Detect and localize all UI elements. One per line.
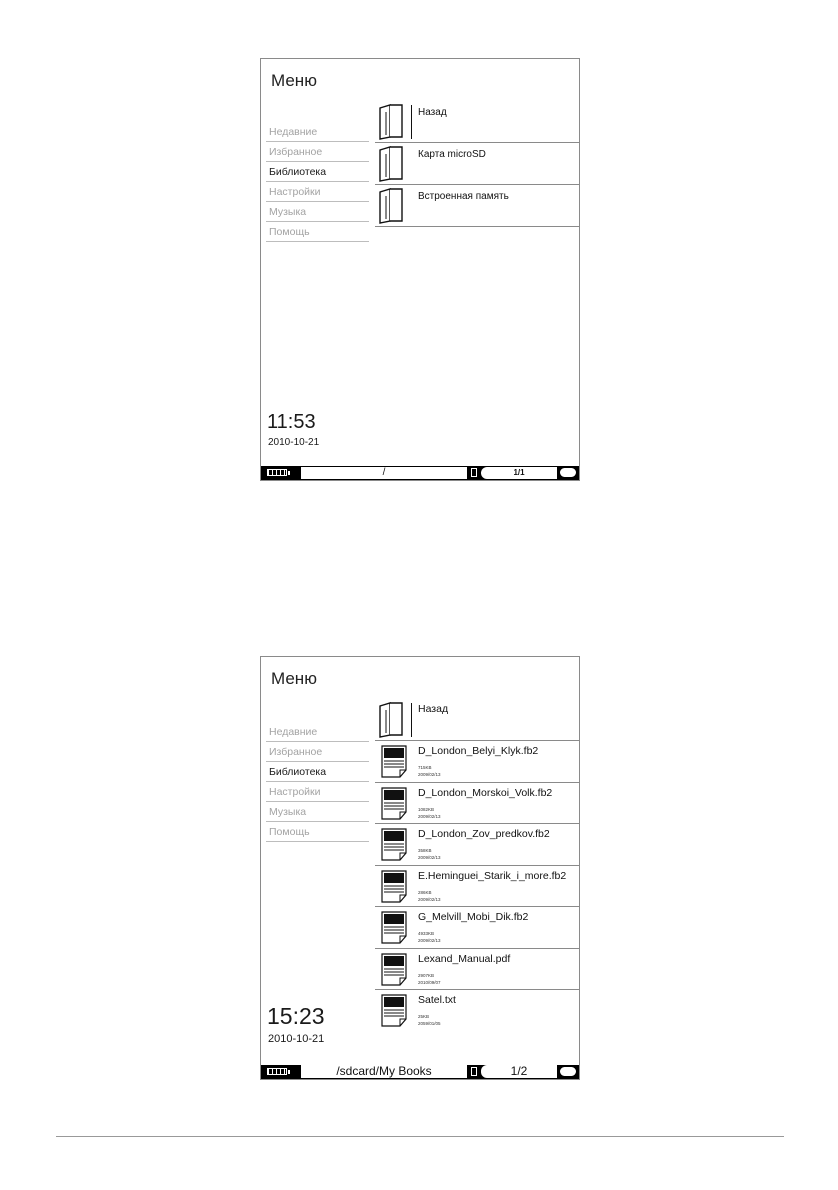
file-size: 4933KB xyxy=(418,931,435,936)
file-size: 358KB xyxy=(418,848,432,853)
file-row[interactable] xyxy=(375,990,579,1032)
menu-item-music[interactable]: Музыка xyxy=(266,802,369,822)
folder-name: Встроенная память xyxy=(418,191,509,202)
back-divider xyxy=(411,105,412,139)
folder-icon xyxy=(378,702,404,738)
file-name: E.Heminguei_Starik_i_more.fb2 xyxy=(418,869,567,882)
reader-screen-root-library xyxy=(260,58,580,481)
status-bar xyxy=(261,466,579,480)
folder-row[interactable] xyxy=(375,143,579,185)
book-file-icon xyxy=(381,994,407,1027)
page-toggle-button[interactable] xyxy=(559,467,577,478)
book-file-icon xyxy=(381,953,407,986)
clock-date: 2010-10-21 xyxy=(268,437,320,448)
file-size: 715KB xyxy=(418,765,432,770)
folder-icon xyxy=(378,188,404,224)
file-date: 2059/01/05 xyxy=(418,1021,441,1026)
menu-item-help[interactable]: Помощь xyxy=(266,222,369,242)
clock-date: 2010-10-21 xyxy=(268,1033,325,1045)
file-name: D_London_Belyi_Klyk.fb2 xyxy=(418,745,539,757)
book-file-icon xyxy=(381,911,407,944)
folder-name: Карта microSD xyxy=(418,149,486,160)
file-list xyxy=(375,699,579,1032)
file-name: G_Melvill_Mobi_Dik.fb2 xyxy=(418,911,529,923)
back-row[interactable] xyxy=(375,699,579,741)
file-date: 2010/09/07 xyxy=(418,979,441,985)
menu-title: Меню xyxy=(271,71,317,90)
book-file-icon xyxy=(381,870,407,903)
menu-item-favorites[interactable]: Избранное xyxy=(266,742,369,762)
menu-item-library[interactable]: Библиотека xyxy=(266,762,369,782)
file-date: 2009/02/13 xyxy=(418,896,441,902)
file-name: Lexand_Manual.pdf xyxy=(418,952,511,965)
current-path: / xyxy=(301,467,467,479)
file-row[interactable] xyxy=(375,866,579,908)
menu-item-recent[interactable]: Недавние xyxy=(266,122,369,142)
file-row[interactable] xyxy=(375,907,579,949)
page-footer-rule xyxy=(56,1136,784,1137)
clock-time: 15:23 xyxy=(267,1003,325,1029)
battery-icon xyxy=(265,1067,293,1077)
file-date: 2009/02/13 xyxy=(418,772,441,777)
side-menu xyxy=(266,722,369,842)
menu-item-recent[interactable]: Недавние xyxy=(266,722,369,742)
book-file-icon xyxy=(381,745,407,778)
page-toggle-button[interactable] xyxy=(559,1066,577,1077)
file-name: Satel.txt xyxy=(418,994,456,1006)
side-menu xyxy=(266,122,369,242)
folder-row[interactable] xyxy=(375,185,579,227)
folder-icon xyxy=(378,146,404,182)
file-date: 2009/02/13 xyxy=(418,855,441,860)
file-date: 2009/02/13 xyxy=(418,813,441,819)
folder-icon xyxy=(378,104,404,140)
back-row[interactable] xyxy=(375,101,579,143)
file-row[interactable] xyxy=(375,949,579,991)
menu-title: Меню xyxy=(271,669,317,688)
file-row[interactable] xyxy=(375,783,579,825)
page-indicator: 1/1 xyxy=(481,467,557,479)
file-name: D_London_Zov_predkov.fb2 xyxy=(418,828,550,840)
page-indicator: 1/2 xyxy=(481,1065,557,1078)
file-row[interactable] xyxy=(375,741,579,783)
battery-icon xyxy=(265,468,293,478)
file-size: 286KB xyxy=(418,889,432,895)
status-bar xyxy=(261,1065,579,1079)
book-file-icon xyxy=(381,787,407,820)
reader-screen-my-books xyxy=(260,656,580,1080)
menu-item-library[interactable]: Библиотека xyxy=(266,162,369,182)
back-label: Назад xyxy=(418,703,449,715)
clock-time: 11:53 xyxy=(267,411,316,433)
back-label: Назад xyxy=(418,107,447,118)
file-size: 25KB xyxy=(418,1014,430,1019)
file-size: 1082KB xyxy=(418,806,435,812)
sd-card-icon xyxy=(471,1067,477,1076)
folder-list xyxy=(375,101,579,227)
sd-card-icon xyxy=(471,468,477,477)
menu-item-settings[interactable]: Настройки xyxy=(266,782,369,802)
current-path: /sdcard/My Books xyxy=(301,1065,467,1078)
menu-item-music[interactable]: Музыка xyxy=(266,202,369,222)
menu-item-settings[interactable]: Настройки xyxy=(266,182,369,202)
file-row[interactable] xyxy=(375,824,579,866)
menu-item-help[interactable]: Помощь xyxy=(266,822,369,842)
file-date: 2009/02/13 xyxy=(418,938,441,943)
file-size: 2907KB xyxy=(418,972,435,978)
file-name: D_London_Morskoi_Volk.fb2 xyxy=(418,786,553,799)
back-divider xyxy=(411,703,412,737)
menu-item-favorites[interactable]: Избранное xyxy=(266,142,369,162)
book-file-icon xyxy=(381,828,407,861)
